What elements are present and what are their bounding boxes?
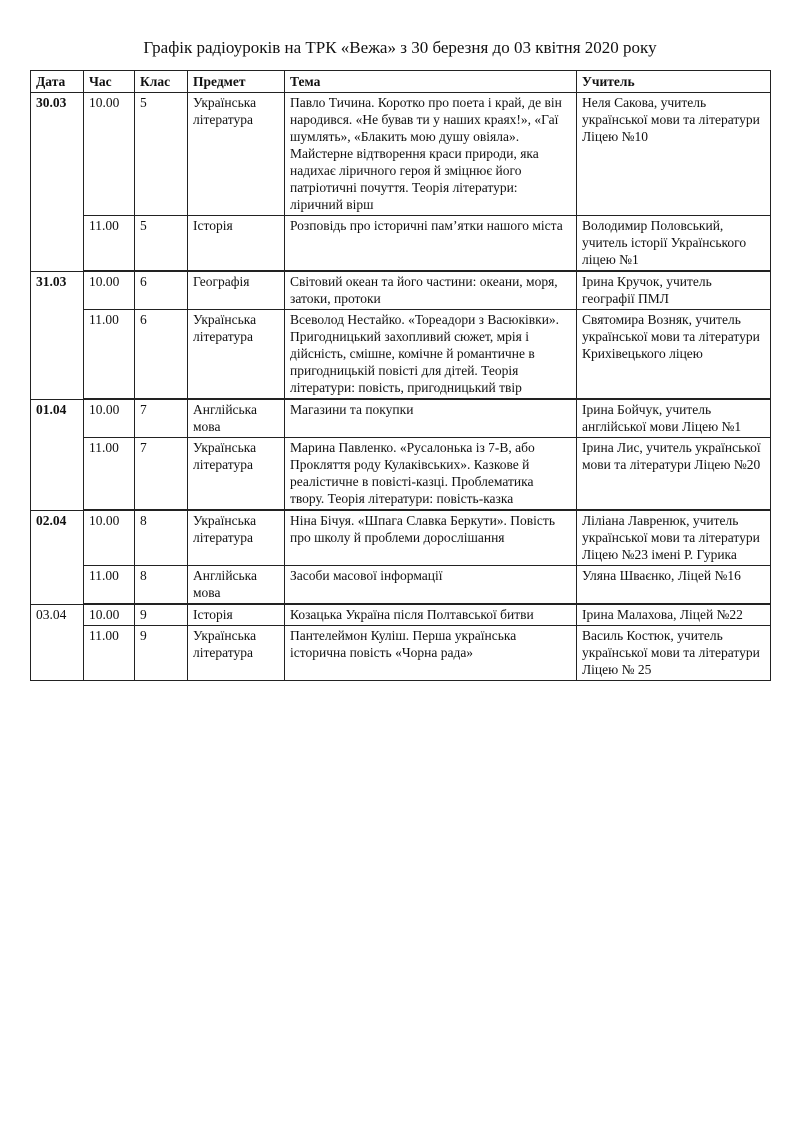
table-row (31, 566, 771, 605)
date-cell: 03.04 (31, 604, 84, 681)
teacher-cell: Уляна Шваєнко, Ліцей №16 (577, 566, 771, 605)
schedule-table (30, 70, 771, 681)
time-cell: 10.00 (84, 604, 135, 626)
header-topic: Тема (285, 71, 577, 93)
time-cell: 11.00 (84, 310, 135, 400)
table-row (31, 510, 771, 566)
date-cell: 02.04 (31, 510, 84, 604)
subject-cell: Українська література (188, 510, 285, 566)
class-cell: 5 (135, 216, 188, 272)
table-row (31, 216, 771, 272)
topic-cell: Пантелеймон Куліш. Перша українська історична повість «Чорна рада» (285, 626, 577, 681)
teacher-cell: Володимир Половський, учитель історії Українського ліцею №1 (577, 216, 771, 272)
header-row (31, 71, 771, 93)
subject-cell: Англійська мова (188, 399, 285, 438)
class-cell: 5 (135, 93, 188, 216)
table-row (31, 438, 771, 511)
page-title: Графік радіоуроків на ТРК «Вежа» з 30 березня до 03 квітня 2020 року (143, 38, 657, 57)
time-cell: 10.00 (84, 399, 135, 438)
time-cell: 10.00 (84, 93, 135, 216)
date-cell: 01.04 (31, 399, 84, 510)
topic-cell: Всеволод Нестайко. «Тореадори з Васюківки». Пригодницький захопливий сюжет, мрія і дійсність, смішне, комічне й романтичне в пригодницькій повісті для дітей. Теорія літератури: повість, пригодницький твір (285, 310, 577, 400)
topic-cell: Засоби масової інформації (285, 566, 577, 605)
header-class: Клас (135, 71, 188, 93)
teacher-cell: Ірина Бойчук, учитель англійської мови Ліцею №1 (577, 399, 771, 438)
topic-cell: Павло Тичина. Коротко про поета і край, де він народився. «Не бував ти у наших краях!», «Гаї шумлять», «Блакить мою душу овіяла». Майстерне відтворення краси природи, яка надихає ліричного героя й зміцнює його патріотичні почуття. Теорія літератури: ліричний вірш (285, 93, 577, 216)
table-row (31, 93, 771, 216)
class-cell: 8 (135, 566, 188, 605)
subject-cell: Українська література (188, 93, 285, 216)
date-cell: 30.03 (31, 93, 84, 272)
subject-cell: Українська література (188, 626, 285, 681)
subject-cell: Англійська мова (188, 566, 285, 605)
topic-cell: Ніна Бічуя. «Шпага Славка Беркути». Повість про школу й проблеми дорослішання (285, 510, 577, 566)
topic-cell: Козацька Україна після Полтавської битви (285, 604, 577, 626)
topic-cell: Марина Павленко. «Русалонька із 7-В, або Прокляття роду Кулаківських». Казкове й реалістичне в повісті-казці. Проблематика твору. Теорія літератури: повість-казка (285, 438, 577, 511)
header-subject: Предмет (188, 71, 285, 93)
time-cell: 10.00 (84, 510, 135, 566)
topic-cell: Світовий океан та його частини: океани, моря, затоки, протоки (285, 271, 577, 310)
subject-cell: Історія (188, 216, 285, 272)
table-row (31, 271, 771, 310)
table-row (31, 399, 771, 438)
time-cell: 11.00 (84, 438, 135, 511)
time-cell: 11.00 (84, 566, 135, 605)
subject-cell: Українська література (188, 310, 285, 400)
class-cell: 9 (135, 626, 188, 681)
table-row (31, 310, 771, 400)
teacher-cell: Ірина Лис, учитель української мови та літератури Ліцею №20 (577, 438, 771, 511)
header-date: Дата (31, 71, 84, 93)
teacher-cell: Ліліана Лавренюк, учитель української мови та літератури Ліцею №23 імені Р. Гурика (577, 510, 771, 566)
class-cell: 8 (135, 510, 188, 566)
teacher-cell: Святомира Возняк, учитель української мови та літератури Крихівецького ліцею (577, 310, 771, 400)
header-teacher: Учитель (577, 71, 771, 93)
subject-cell: Історія (188, 604, 285, 626)
class-cell: 7 (135, 438, 188, 511)
teacher-cell: Ірина Малахова, Ліцей №22 (577, 604, 771, 626)
subject-cell: Географія (188, 271, 285, 310)
date-cell: 31.03 (31, 271, 84, 399)
topic-cell: Магазини та покупки (285, 399, 577, 438)
time-cell: 10.00 (84, 271, 135, 310)
header-time: Час (84, 71, 135, 93)
table-row (31, 604, 771, 626)
class-cell: 9 (135, 604, 188, 626)
teacher-cell: Ірина Кручок, учитель географії ПМЛ (577, 271, 771, 310)
subject-cell: Українська література (188, 438, 285, 511)
table-row (31, 626, 771, 681)
class-cell: 6 (135, 310, 188, 400)
teacher-cell: Василь Костюк, учитель української мови та літератури Ліцею № 25 (577, 626, 771, 681)
topic-cell: Розповідь про історичні пам’ятки нашого міста (285, 216, 577, 272)
time-cell: 11.00 (84, 216, 135, 272)
time-cell: 11.00 (84, 626, 135, 681)
class-cell: 7 (135, 399, 188, 438)
class-cell: 6 (135, 271, 188, 310)
teacher-cell: Неля Сакова, учитель української мови та літератури Ліцею №10 (577, 93, 771, 216)
